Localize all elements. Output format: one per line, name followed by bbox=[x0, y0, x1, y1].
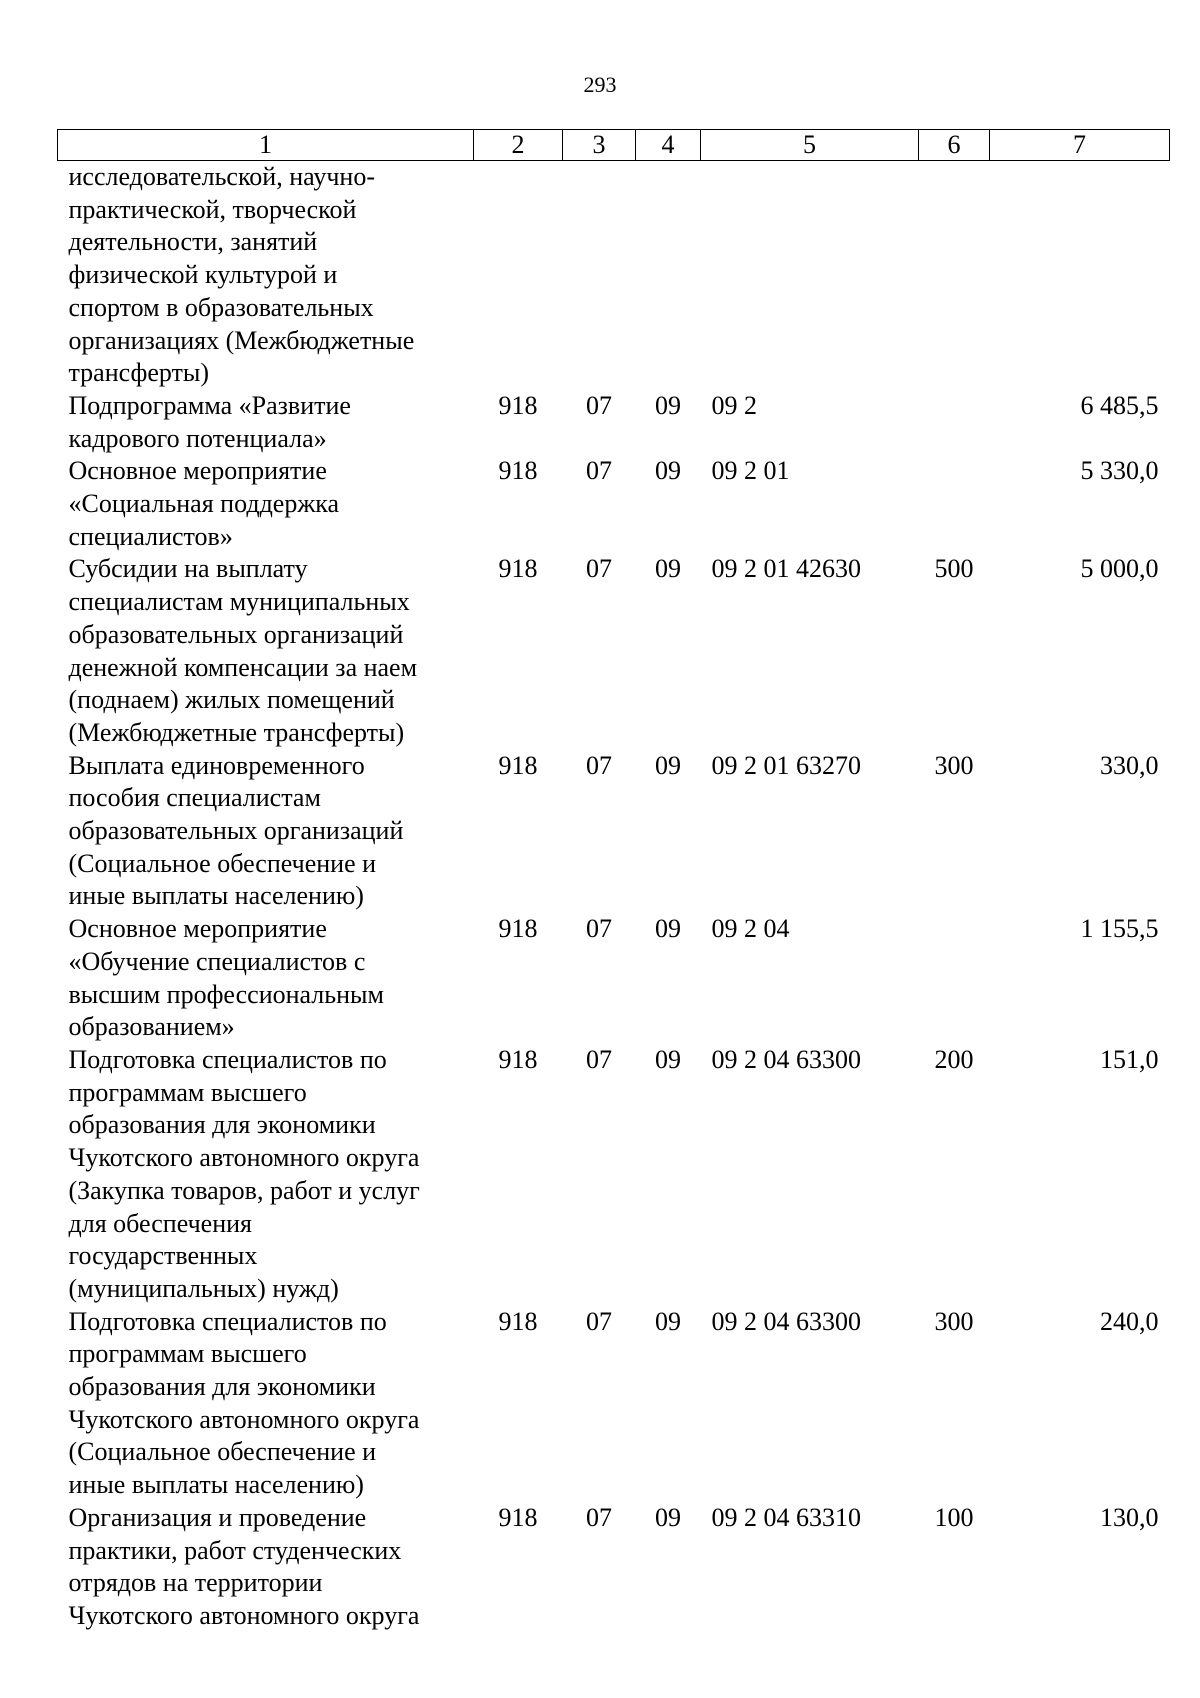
description-line: исследовательской, научно- bbox=[68, 162, 375, 191]
cell-amount: 240,0 bbox=[1100, 1306, 1159, 1336]
cell-description bbox=[58, 1044, 474, 1306]
cell-expense-type bbox=[919, 161, 990, 390]
cell-section: 07 bbox=[586, 914, 612, 944]
description-line: программам высшего bbox=[68, 1339, 307, 1369]
description-line: Чукотского автономного округа bbox=[68, 1143, 420, 1173]
description-line: «Обучение специалистов с bbox=[68, 946, 366, 976]
table-row bbox=[58, 455, 1170, 553]
description-line: образования для экономики bbox=[68, 1110, 376, 1140]
budget-table bbox=[57, 129, 1170, 1633]
table-body bbox=[58, 161, 1170, 1633]
table-row bbox=[58, 553, 1170, 749]
header-row bbox=[58, 130, 1170, 161]
table-row bbox=[58, 750, 1170, 914]
column-header-3: 3 bbox=[563, 130, 636, 161]
cell-target-article bbox=[701, 161, 919, 390]
cell-target-article: 09 2 01 63270 bbox=[711, 750, 861, 780]
description-line: образовательных организаций bbox=[68, 816, 404, 846]
description-line: Чукотского автономного округа bbox=[68, 1600, 420, 1630]
cell-grbs: 918 bbox=[498, 914, 538, 944]
description-line: Подпрограмма «Развитие bbox=[68, 390, 351, 420]
cell-subsection: 09 bbox=[655, 390, 681, 420]
cell-expense-type bbox=[919, 390, 990, 455]
cell-subsection bbox=[636, 161, 701, 390]
cell-target-article: 09 2 bbox=[711, 390, 757, 420]
cell-target-article: 09 2 04 63300 bbox=[711, 1306, 861, 1336]
description-line: специалистов» bbox=[68, 521, 233, 551]
cell-amount: 151,0 bbox=[1100, 1044, 1159, 1074]
description-line: практической, творческой bbox=[68, 194, 357, 224]
description-line: денежной компенсации за наем bbox=[68, 652, 418, 682]
cell-grbs: 918 bbox=[498, 456, 538, 486]
cell-description bbox=[58, 1502, 474, 1633]
cell-grbs: 918 bbox=[498, 1502, 538, 1532]
column-header-2: 2 bbox=[474, 130, 563, 161]
cell-description bbox=[58, 455, 474, 553]
cell-section: 07 bbox=[586, 750, 612, 780]
cell-description bbox=[58, 161, 474, 390]
description-line: пособия специалистам bbox=[68, 783, 321, 813]
description-line: практики, работ студенческих bbox=[68, 1535, 402, 1565]
cell-section bbox=[563, 161, 636, 390]
cell-expense-type: 500 bbox=[934, 554, 974, 584]
cell-grbs: 918 bbox=[498, 554, 538, 584]
cell-subsection: 09 bbox=[655, 554, 681, 584]
description-line: образования для экономики bbox=[68, 1372, 376, 1402]
cell-expense-type bbox=[919, 455, 990, 553]
description-line: (Социальное обеспечение и bbox=[68, 1437, 377, 1467]
description-line: деятельности, занятий bbox=[68, 227, 318, 257]
table-row bbox=[58, 390, 1170, 455]
cell-description bbox=[58, 1306, 474, 1502]
cell-subsection: 09 bbox=[655, 1044, 681, 1074]
cell-target-article: 09 2 01 42630 bbox=[711, 554, 861, 584]
cell-section: 07 bbox=[586, 390, 612, 420]
description-line: образовательных организаций bbox=[68, 619, 404, 649]
description-line: Чукотского автономного округа bbox=[68, 1404, 420, 1434]
description-line: высшим профессиональным bbox=[68, 979, 384, 1009]
cell-section: 07 bbox=[586, 1502, 612, 1532]
table-row bbox=[58, 1306, 1170, 1502]
description-line: иные выплаты населению) bbox=[68, 881, 364, 911]
cell-grbs: 918 bbox=[498, 750, 538, 780]
cell-expense-type: 200 bbox=[934, 1044, 974, 1074]
cell-target-article: 09 2 04 63300 bbox=[711, 1044, 861, 1074]
cell-description bbox=[58, 913, 474, 1044]
table-row bbox=[58, 1502, 1170, 1633]
description-line: (поднаем) жилых помещений bbox=[68, 685, 395, 715]
cell-expense-type bbox=[919, 913, 990, 1044]
column-header-7: 7 bbox=[990, 130, 1170, 161]
cell-subsection: 09 bbox=[655, 1502, 681, 1532]
cell-amount bbox=[990, 161, 1170, 390]
description-line: Основное мероприятие bbox=[68, 914, 327, 944]
column-header-5: 5 bbox=[701, 130, 919, 161]
cell-amount: 130,0 bbox=[1100, 1502, 1159, 1532]
description-line: программам высшего bbox=[68, 1077, 307, 1107]
description-line: специалистам муниципальных bbox=[68, 587, 410, 617]
cell-subsection: 09 bbox=[655, 914, 681, 944]
cell-target-article: 09 2 04 63310 bbox=[711, 1502, 861, 1532]
description-line: физической культурой и bbox=[68, 260, 338, 290]
cell-grbs: 918 bbox=[498, 1306, 538, 1336]
description-line: для обеспечения bbox=[68, 1208, 252, 1238]
cell-amount: 5 330,0 bbox=[1080, 456, 1159, 486]
cell-description bbox=[58, 553, 474, 749]
description-line: (Закупка товаров, работ и услуг bbox=[68, 1175, 420, 1205]
description-line: (Социальное обеспечение и bbox=[68, 848, 377, 878]
description-line: государственных bbox=[68, 1241, 258, 1271]
cell-expense-type: 300 bbox=[934, 1306, 974, 1336]
cell-grbs bbox=[474, 161, 563, 390]
cell-subsection: 09 bbox=[655, 750, 681, 780]
table-row bbox=[58, 913, 1170, 1044]
column-header-6: 6 bbox=[919, 130, 990, 161]
cell-description bbox=[58, 750, 474, 914]
description-line: спортом в образовательных bbox=[68, 292, 374, 322]
cell-section: 07 bbox=[586, 456, 612, 486]
table-row bbox=[58, 161, 1170, 390]
cell-subsection: 09 bbox=[655, 1306, 681, 1336]
description-line: Подготовка специалистов по bbox=[68, 1044, 387, 1074]
cell-target-article: 09 2 04 bbox=[711, 914, 790, 944]
page-number: 293 bbox=[583, 72, 617, 97]
description-line: отрядов на территории bbox=[68, 1568, 323, 1598]
cell-subsection: 09 bbox=[655, 456, 681, 486]
cell-description bbox=[58, 390, 474, 455]
table-header bbox=[58, 130, 1170, 161]
cell-amount: 1 155,5 bbox=[1080, 914, 1159, 944]
description-line: Субсидии на выплату bbox=[68, 554, 308, 584]
cell-amount: 5 000,0 bbox=[1080, 554, 1159, 584]
column-header-1: 1 bbox=[58, 130, 474, 161]
cell-amount: 330,0 bbox=[1100, 750, 1159, 780]
cell-target-article: 09 2 01 bbox=[711, 456, 790, 486]
cell-expense-type: 100 bbox=[934, 1502, 974, 1532]
description-line: иные выплаты населению) bbox=[68, 1470, 364, 1500]
description-line: Подготовка специалистов по bbox=[68, 1306, 387, 1336]
description-line: (муниципальных) нужд) bbox=[68, 1273, 339, 1303]
description-line: организациях (Межбюджетные bbox=[68, 325, 415, 355]
cell-expense-type: 300 bbox=[934, 750, 974, 780]
cell-section: 07 bbox=[586, 1044, 612, 1074]
description-line: (Межбюджетные трансферты) bbox=[68, 717, 405, 747]
description-line: трансферты) bbox=[68, 358, 210, 388]
column-header-4: 4 bbox=[636, 130, 701, 161]
description-line: Основное мероприятие bbox=[68, 456, 327, 486]
cell-section: 07 bbox=[586, 1306, 612, 1336]
description-line: образованием» bbox=[68, 1012, 235, 1042]
description-line: кадрового потенциала» bbox=[68, 423, 327, 453]
cell-section: 07 bbox=[586, 554, 612, 584]
table-row bbox=[58, 1044, 1170, 1306]
description-line: Организация и проведение bbox=[68, 1502, 367, 1532]
description-line: Выплата единовременного bbox=[68, 750, 365, 780]
cell-grbs: 918 bbox=[498, 390, 538, 420]
cell-amount: 6 485,5 bbox=[1080, 390, 1159, 420]
cell-grbs: 918 bbox=[498, 1044, 538, 1074]
description-line: «Социальная поддержка bbox=[68, 489, 340, 519]
